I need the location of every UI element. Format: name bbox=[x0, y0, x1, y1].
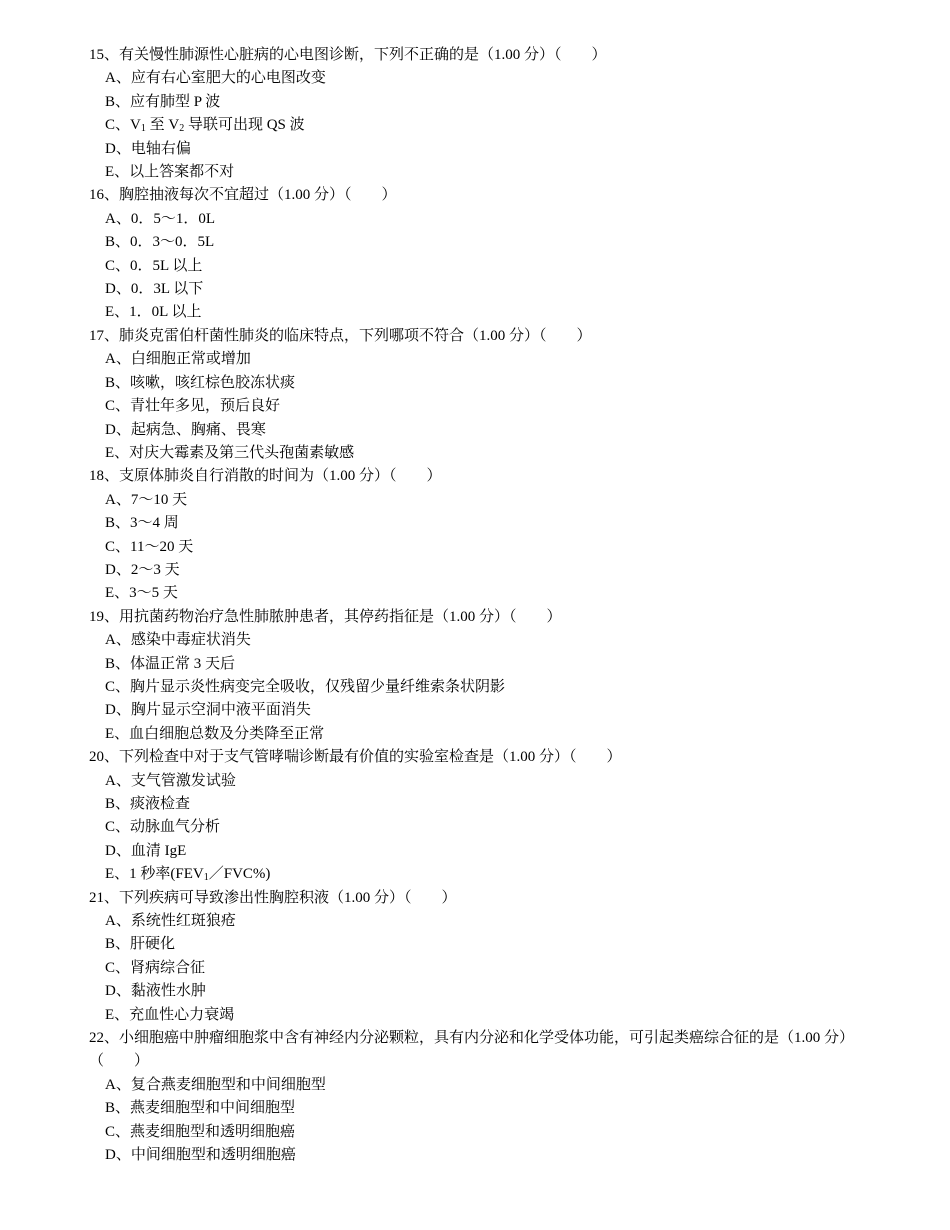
answer-option bbox=[89, 1074, 889, 1097]
text-segment: A、7～10 天 bbox=[105, 491, 188, 508]
answer-option bbox=[89, 91, 889, 114]
answer-option bbox=[89, 278, 889, 301]
question-stem bbox=[89, 746, 889, 769]
answer-option bbox=[89, 208, 889, 231]
answer-option bbox=[89, 301, 889, 324]
text-segment: 20、下列检查中对于支气管哮喘诊断最有价值的实验室检查是（1.00 分）（ ） bbox=[89, 749, 622, 766]
answer-option bbox=[89, 348, 889, 371]
answer-option bbox=[89, 629, 889, 652]
subscript: 2 bbox=[179, 123, 185, 135]
answer-option bbox=[89, 980, 889, 1003]
text-segment: D、黏液性水肿 bbox=[105, 983, 206, 1000]
answer-option bbox=[89, 793, 889, 816]
text-segment: C、0．5L 以上 bbox=[105, 257, 203, 274]
text-segment: D、电轴右偏 bbox=[105, 140, 191, 157]
question-stem bbox=[89, 325, 889, 348]
text-segment: A、感染中毒症状消失 bbox=[105, 632, 251, 649]
text-segment: A、0．5～1．0L bbox=[105, 210, 215, 227]
text-segment: A、支气管激发试验 bbox=[105, 772, 236, 789]
answer-option bbox=[89, 840, 889, 863]
answer-option bbox=[89, 161, 889, 184]
text-segment: 19、用抗菌药物治疗急性肺脓肿患者，其停药指征是（1.00 分）（ ） bbox=[89, 608, 562, 625]
text-segment: D、胸片显示空洞中液平面消失 bbox=[105, 702, 311, 719]
text-segment: B、痰液检查 bbox=[105, 796, 191, 812]
answer-option bbox=[89, 559, 889, 582]
answer-option bbox=[89, 372, 889, 395]
answer-option bbox=[89, 1121, 889, 1144]
text-segment: A、白细胞正常或增加 bbox=[105, 351, 251, 368]
answer-option bbox=[89, 67, 889, 90]
question-stem bbox=[89, 1027, 889, 1074]
text-segment: 15、有关慢性肺源性心脏病的心电图诊断，下列不正确的是（1.00 分）（ ） bbox=[89, 47, 607, 63]
text-segment: D、2～3 天 bbox=[105, 561, 180, 578]
text-segment: E、对庆大霉素及第三代头孢菌素敏感 bbox=[105, 444, 355, 461]
answer-option bbox=[89, 1004, 889, 1027]
answer-option bbox=[89, 816, 889, 839]
answer-option bbox=[89, 442, 889, 465]
text-segment: D、起病急、胸痛、畏寒 bbox=[105, 421, 266, 438]
text-segment: 至 V bbox=[145, 117, 180, 134]
text-segment: C、11～20 天 bbox=[105, 538, 194, 555]
text-segment: 16、胸腔抽液每次不宜超过（1.00 分）（ ） bbox=[89, 187, 397, 204]
text-segment: A、复合燕麦细胞型和中间细胞型 bbox=[105, 1076, 326, 1093]
text-segment: C、V bbox=[105, 117, 141, 134]
answer-option bbox=[89, 1144, 889, 1167]
answer-option bbox=[89, 138, 889, 161]
subscript: 1 bbox=[140, 123, 146, 135]
text-segment: 22、小细胞癌中肿瘤细胞浆中含有神经内分泌颗粒，具有内分泌和化学受体功能，可引起类癌综合征的是（1.00 分）（ ） bbox=[89, 1030, 855, 1070]
text-segment: B、肝硬化 bbox=[105, 936, 176, 953]
text-segment: A、应有右心室肥大的心电图改变 bbox=[105, 70, 326, 87]
answer-option bbox=[89, 114, 889, 137]
text-segment: C、肾病综合征 bbox=[105, 959, 206, 976]
question-stem bbox=[89, 44, 889, 67]
text-segment: B、应有肺型 P 波 bbox=[105, 93, 221, 110]
question-stem bbox=[89, 606, 889, 629]
answer-option bbox=[89, 957, 889, 980]
text-segment: 21、下列疾病可导致渗出性胸腔积液（1.00 分）（ ） bbox=[89, 889, 457, 906]
answer-option bbox=[89, 1097, 889, 1120]
answer-option bbox=[89, 933, 889, 956]
text-segment: B、3～4 周 bbox=[105, 515, 179, 532]
answer-option bbox=[89, 231, 889, 254]
question-stem bbox=[89, 184, 889, 207]
text-segment: B、咳嗽，咳红棕色胶冻状痰 bbox=[105, 374, 296, 391]
text-segment: E、1 秒率(FEV bbox=[105, 866, 204, 883]
question-stem bbox=[89, 465, 889, 488]
subscript: 1 bbox=[203, 872, 209, 884]
question-stem bbox=[89, 887, 889, 910]
answer-option bbox=[89, 676, 889, 699]
text-segment: D、中间细胞型和透明细胞癌 bbox=[105, 1147, 296, 1164]
answer-option bbox=[89, 489, 889, 512]
text-segment: B、燕麦细胞型和中间细胞型 bbox=[105, 1100, 296, 1117]
answer-option bbox=[89, 255, 889, 278]
answer-option bbox=[89, 723, 889, 746]
text-segment: 17、肺炎克雷伯杆菌性肺炎的临床特点，下列哪项不符合（1.00 分）（ ） bbox=[89, 327, 592, 344]
text-segment: C、青壮年多见，预后良好 bbox=[105, 398, 281, 415]
answer-option bbox=[89, 419, 889, 442]
text-segment: E、1．0L 以上 bbox=[105, 304, 202, 321]
answer-option bbox=[89, 910, 889, 933]
answer-option bbox=[89, 699, 889, 722]
answer-option bbox=[89, 536, 889, 559]
text-segment: D、血清 IgE bbox=[105, 842, 187, 859]
text-segment: B、0．3～0．5L bbox=[105, 234, 215, 251]
answer-option bbox=[89, 863, 889, 886]
answer-option bbox=[89, 770, 889, 793]
text-segment: 导联可出现 QS 波 bbox=[184, 117, 305, 134]
text-segment: E、3～5 天 bbox=[105, 585, 178, 602]
answer-option bbox=[89, 653, 889, 676]
answer-option bbox=[89, 395, 889, 418]
text-segment: C、胸片显示炎性病变完全吸收，仅残留少量纤维索条状阴影 bbox=[105, 678, 506, 695]
question-list bbox=[89, 44, 889, 1168]
answer-option bbox=[89, 582, 889, 605]
text-segment: E、血白细胞总数及分类降至正常 bbox=[105, 725, 325, 742]
text-segment: E、以上答案都不对 bbox=[105, 164, 235, 181]
text-segment: A、系统性红斑狼疮 bbox=[105, 913, 236, 930]
text-segment: ／FVC%) bbox=[208, 866, 271, 883]
text-segment: B、体温正常 3 天后 bbox=[105, 655, 236, 672]
answer-option bbox=[89, 512, 889, 535]
text-segment: C、燕麦细胞型和透明细胞癌 bbox=[105, 1123, 296, 1140]
text-segment: 18、支原体肺炎自行消散的时间为（1.00 分）（ ） bbox=[89, 468, 442, 485]
text-segment: D、0．3L 以下 bbox=[105, 281, 204, 298]
text-segment: E、充血性心力衰竭 bbox=[105, 1006, 235, 1023]
text-segment: C、动脉血气分析 bbox=[105, 819, 221, 836]
